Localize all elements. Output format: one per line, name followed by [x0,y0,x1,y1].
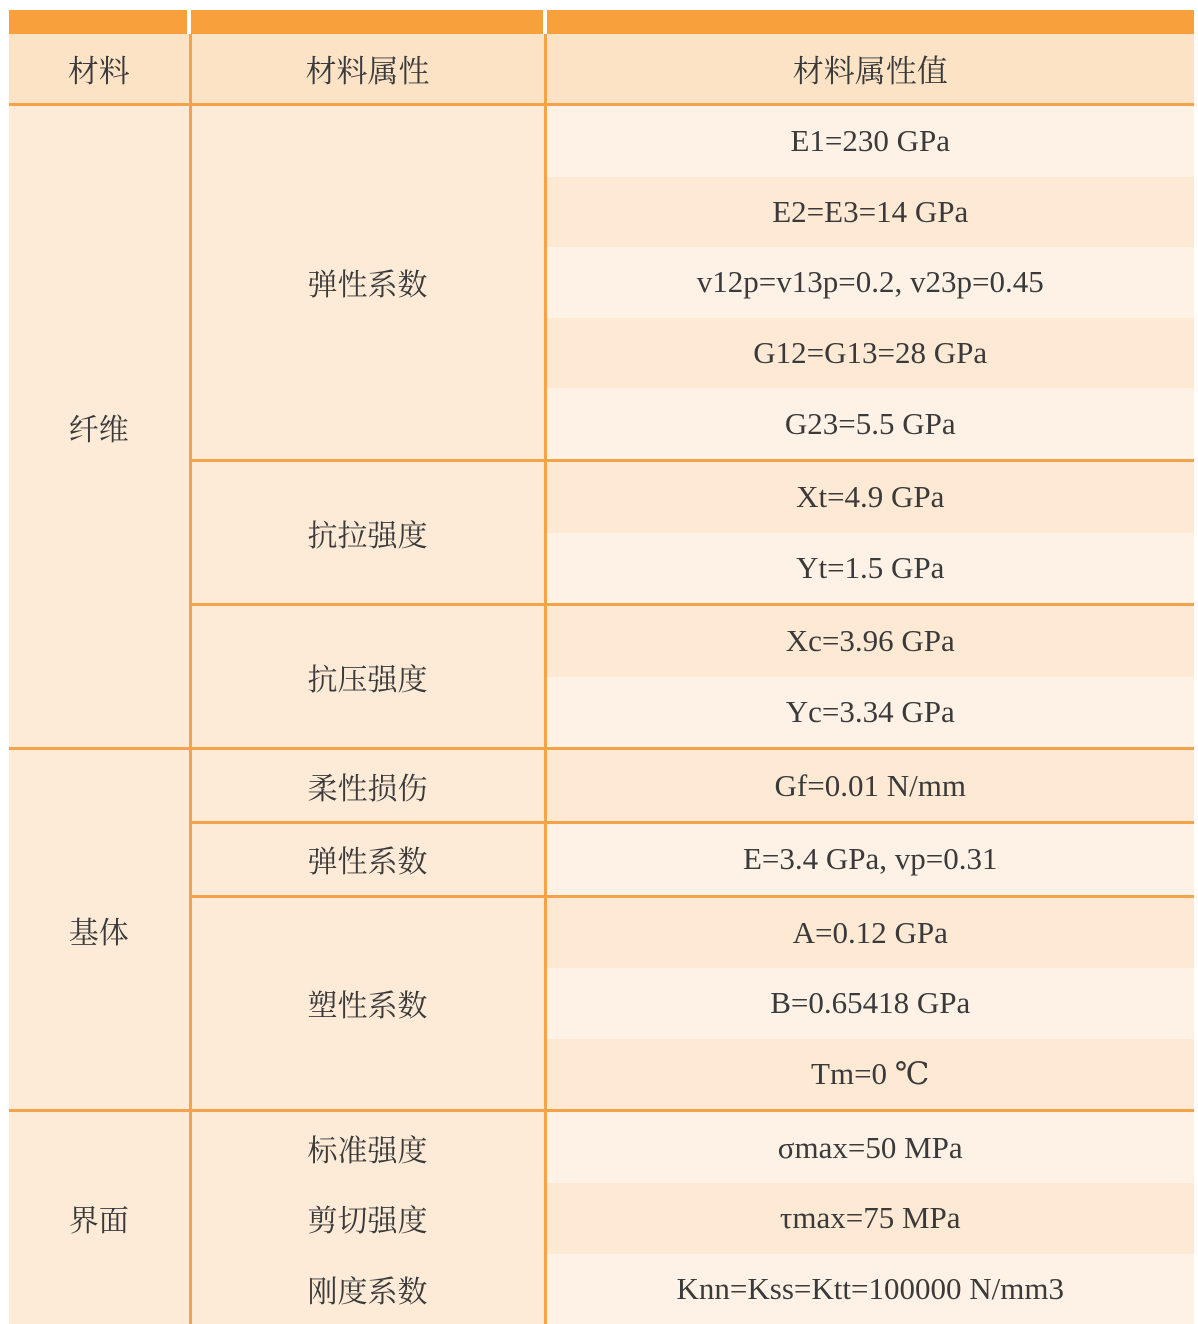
header-value: 材料属性值 [545,34,1194,105]
material-interface: 界面 [9,1111,190,1324]
material-properties-table [9,34,1194,1324]
header-row [9,34,1194,105]
value-cell: E=3.4 GPa, vp=0.31 [545,822,1194,896]
property-fiber-tensile: 抗拉强度 [190,460,545,604]
material-properties-table-wrapper [9,10,1194,1324]
value-cell: A=0.12 GPa [545,896,1194,968]
material-matrix: 基体 [9,749,190,1111]
property-interface-normal: 标准强度 [190,1111,545,1183]
property-interface-stiffness: 刚度系数 [190,1254,545,1324]
value-cell: B=0.65418 GPa [545,968,1194,1039]
property-interface-shear: 剪切强度 [190,1183,545,1254]
value-cell: G12=G13=28 GPa [545,318,1194,389]
value-cell: Xt=4.9 GPa [545,460,1194,532]
value-cell: Knn=Kss=Ktt=100000 N/mm3 [545,1254,1194,1324]
property-matrix-plastic: 塑性系数 [190,896,545,1111]
table-row [9,105,1194,177]
value-cell: Yc=3.34 GPa [545,677,1194,749]
value-cell: v12p=v13p=0.2, v23p=0.45 [545,247,1194,318]
property-matrix-elastic: 弹性系数 [190,822,545,896]
header-material: 材料 [9,34,190,105]
table-top-bar [9,10,1194,34]
value-cell: Yt=1.5 GPa [545,533,1194,605]
value-cell: E2=E3=14 GPa [545,177,1194,248]
value-cell: E1=230 GPa [545,105,1194,177]
value-cell: G23=5.5 GPa [545,388,1194,460]
value-cell: τmax=75 MPa [545,1183,1194,1254]
table-row [9,749,1194,823]
property-matrix-damage: 柔性损伤 [190,749,545,823]
material-fiber: 纤维 [9,105,190,749]
header-property: 材料属性 [190,34,545,105]
value-cell: Gf=0.01 N/mm [545,749,1194,823]
property-fiber-elastic: 弹性系数 [190,105,545,461]
table-row [9,1111,1194,1183]
value-cell: σmax=50 MPa [545,1111,1194,1183]
value-cell: Tm=0 ℃ [545,1039,1194,1111]
value-cell: Xc=3.96 GPa [545,605,1194,677]
property-fiber-compressive: 抗压强度 [190,605,545,749]
